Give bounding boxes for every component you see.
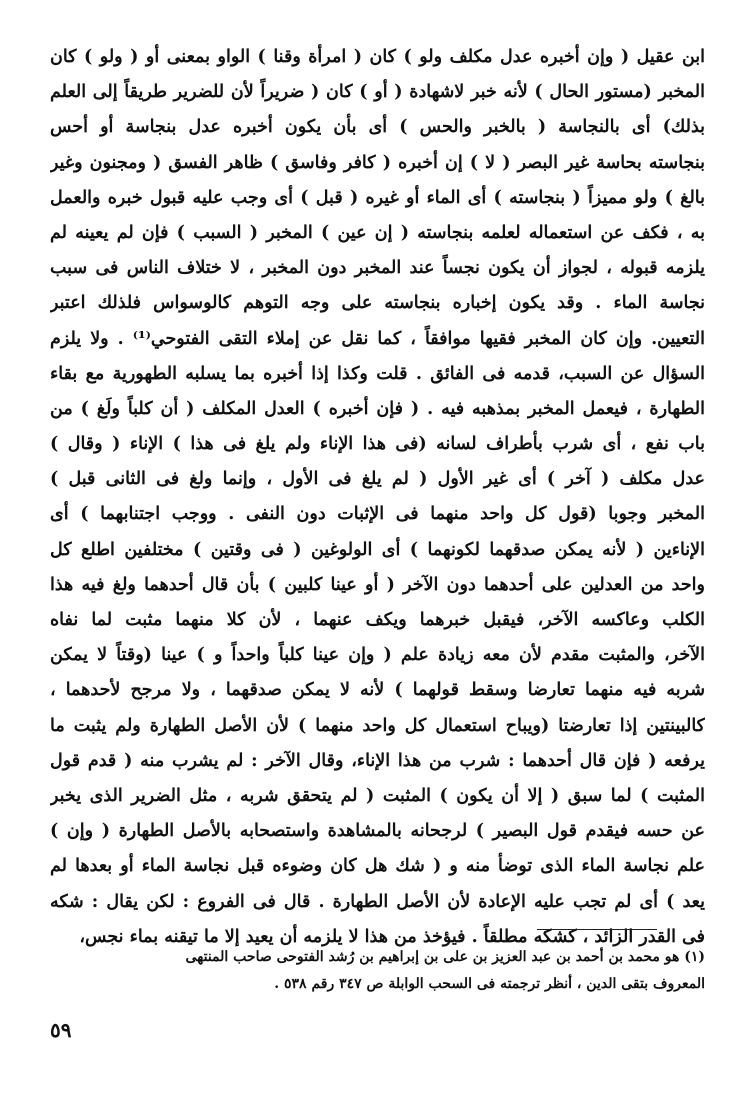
text-line: شربه فيه منهما تعارضا وسقط قولهما ) لأنه لا يمكن صدقهما ، ولا مرجح لأحدهما ، (50, 680, 705, 701)
text-line: يعد ) أى لم تجب عليه الإعادة لأن الأصل الطهارة . قال فى الفروع : لكن يقال : شكه (50, 891, 705, 912)
footnote-line: المعروف بتقى الدين ، أنظر ترجمته فى السحب الوابلة ص ٣٤٧ رقم ٥٣٨ . (274, 976, 705, 992)
text-line: بنجاسته بحاسة غير البصر ( لا ) إن أخبره ( كافر وفاسق ) ظاهر الفسق ( ومجنون وغير (50, 152, 705, 173)
text-line: كالبينتين إذا تعارضتا (ويباح استعمال كل واحد منهما ) لأن الأصل الطهارة ولم يثبت ما (50, 715, 705, 736)
footnotes (50, 944, 705, 998)
text-line: الآخر، والمثبت مقدم لأن معه زيادة علم ( وإن عينا كلباً واحداً و ) عينا (وقتاً لا يمكن (50, 645, 705, 666)
text-line: عدل مكلف ( آخر ) أى غير الأول ( لم يلغ فى الأول ، وإنما ولغ فى الثانى قبل ) (50, 469, 705, 490)
text-line: الطهارة ، فيعمل المخبر بمذهبه فيه . ( فإن أخبره ) العدل المكلف ( أن كلباً ولَغ ) من (50, 398, 705, 419)
text-line: عن حسه فيقدم قول البصير ) لرجحانه بالمشاهدة واستصحابه بالأصل الطهارة ( وإن ) (50, 821, 705, 842)
text-line: بالغ ) ولو مميزاً ( بنجاسته ) أى الماء أو غيره ( قبل ) أى وجب عليه قبول خبره والعمل (50, 187, 705, 208)
page-number: ٥٩ (50, 1018, 72, 1042)
text-line: ابن عقيل ( وإن أخبره عدل مكلف ولو ) كان ( امرأة وقنا ) الواو بمعنى أو ( ولو ) كان (50, 47, 705, 67)
text-line: المخبر وجوبا (قول كل واحد منهما فى الإثبات دون النفى . ووجب اجتنابهما ) أى (50, 504, 705, 525)
text-line: بذلك) أى بالنجاسة ( بالخبر والحس ) أى بأن يكون أخبره عدل بنجاسة أو أحس (50, 117, 705, 138)
text-line: الإناءين ( لأنه يمكن صدقهما لكونهما ) أى الولوغين ( فى وقتين ) مختلفين اطلع كل (50, 539, 705, 560)
text-line: باب نفع ، أى شرب بأطراف لسانه (فى هذا الإناء ولم يلغ فى هذا ) الإناء ( وقال ) (50, 434, 705, 455)
text-line: به ، فكف عن استعماله لعلمه بنجاسته ( إن عين ) المخبر ( السبب ) فإن لم يعينه لم (50, 222, 705, 243)
text-line: المثبت ) لما سبق ( إلا أن يكون ) المثبت ( لم يتحقق شربه ، مثل الضرير الذى يخبر (50, 785, 705, 806)
text-line: الكلب وعاكسه الآخر، فيقبل خبرهما ويكف عنهما ، لأن كلا منهما مثبت لما نفاه (50, 610, 705, 630)
text-line: فى القدر الزائد ، كشكه مطلقاً . فيؤخذ من هذا لا يلزمه أن يعيد إلا ما تيقنه بماء نجس، (79, 926, 705, 947)
text-line: يلزمه قبوله ، لجواز أن يكون نجساً عند المخبر دون المخبر ، لا ختلاف الناس فى سبب (50, 258, 705, 279)
footnote-line: (١) هو محمد بن أحمد بن عبد العزيز بن على بن إبراهيم بن رُشد الفتوحى صاحب المنتهى (185, 949, 705, 965)
text-line: واحد من العدلين على أحدهما دون الآخر ( أو عينا كلبين ) بأن قال أحدهما ولغ فيه هذا (50, 574, 705, 595)
text-line: المخبر (مستور الحال ) لأنه خبر لاشهادة ( أو ) كان ( ضريراً لأن للضرير طريقاً إلى العلم (50, 82, 705, 103)
text-line: السؤال عن السبب، قدمه فى الفائق . قلت وكذا إذا أخبره بما يسلبه الطهورية مع بقاء (50, 363, 705, 384)
footnote-separator (537, 929, 657, 930)
text-line: يرفعه ( فإن قال أحدهما : شرب من هذا الإناء، وقال الآخر : لم يشرب منه ( قدم قول (50, 750, 705, 771)
text-line: التعيين. وإن كان المخبر فقيها موافقاً ، كما نقل عن إملاء التقى الفتوحي⁽¹⁾ . ولا يلزم (50, 328, 705, 349)
main-text (50, 40, 705, 955)
text-line: علم نجاسة الماء الذى توضأ منه و ( شك هل كان وضوءه قبل نجاسة الماء أو بعدها لم (50, 856, 705, 877)
text-line: نجاسة الماء . وقد يكون إخباره بنجاسته على وجه التوهم كالوسواس فلذلك اعتبر (50, 293, 705, 314)
